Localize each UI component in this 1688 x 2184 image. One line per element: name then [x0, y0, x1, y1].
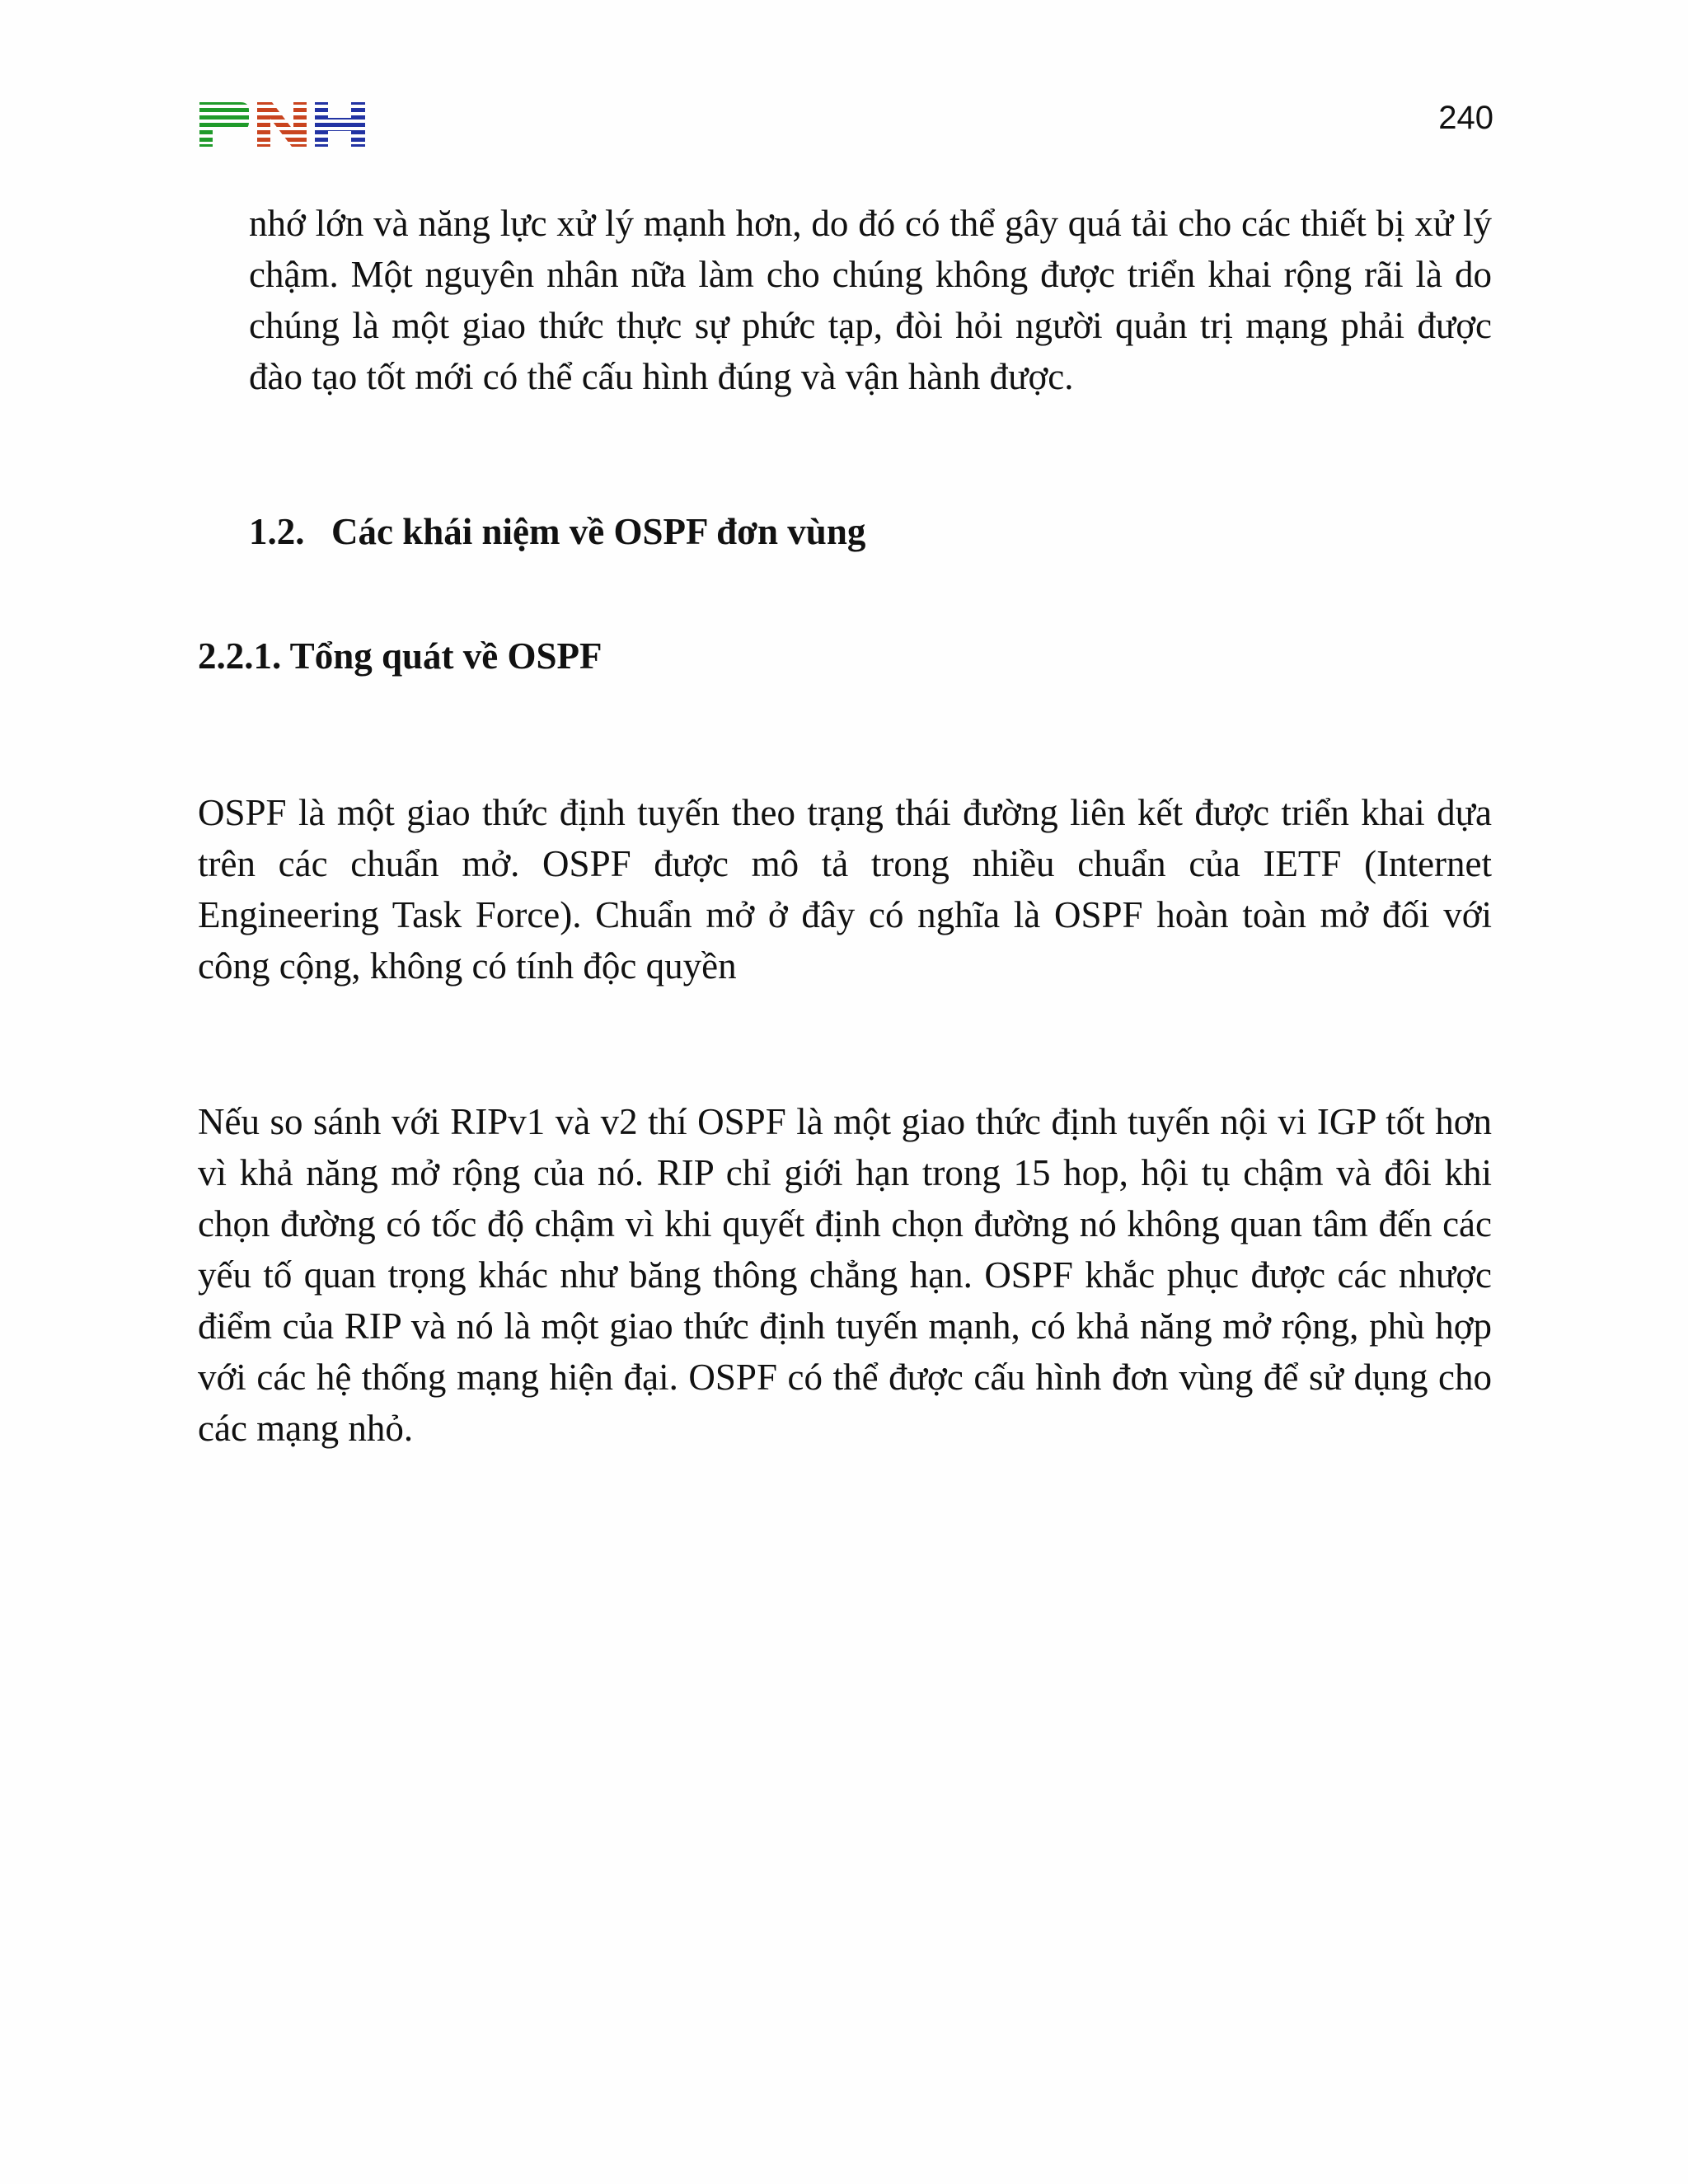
section-heading-number: 1.2. [249, 511, 305, 552]
pnh-logo [198, 101, 367, 148]
pnh-logo-graphic [198, 101, 367, 148]
section-heading-title: Các khái niệm về OSPF đơn vùng [331, 511, 866, 552]
rip-comparison-paragraph: Nếu so sánh với RIPv1 và v2 thí OSPF là một giao thức định tuyến nội vi IGP tốt hơn vì khả năng mở rộng của nó. RIP chỉ giới hạn trong 15 hop, hội tụ chậm và đôi khi chọn đường có tốc độ chậm vì khi quyết định chọn đường nó không quan tâm đến các yếu tố quan trọng khác như băng thông chẳng hạn. OSPF khắc phục được các nhược điểm của RIP và nó là một giao thức định tuyến mạnh, có khả năng mở rộng, phù hợp với các hệ thống mạng hiện đại. OSPF có thể được cấu hình đơn vùng để sử dụng cho các mạng nhỏ. [198, 1101, 1492, 1449]
page-number: 240 [1438, 100, 1493, 136]
section-heading [249, 507, 865, 556]
intro-paragraph: nhớ lớn và năng lực xử lý mạnh hơn, do đó có thể gây quá tải cho các thiết bị xử lý chậm. Một nguyên nhân nữa làm cho chúng không được triển khai rộng rãi là do chúng là một giao thức thực sự phức tạp, đòi hỏi người quản trị mạng phải được đào tạo tốt mới có thể cấu hình đúng và vận hành được. [249, 203, 1492, 397]
ospf-overview-paragraph: OSPF là một giao thức định tuyến theo trạng thái đường liên kết được triển khai dựa trên các chuẩn mở. OSPF được mô tả trong nhiều chuẩn của IETF (Internet Engineering Task Force). Chuẩn mở ở đây có nghĩa là OSPF hoàn toàn mở đối với công cộng, không có tính độc quyền [198, 792, 1492, 987]
subsection-heading: 2.2.1. Tổng quát về OSPF [198, 635, 603, 677]
